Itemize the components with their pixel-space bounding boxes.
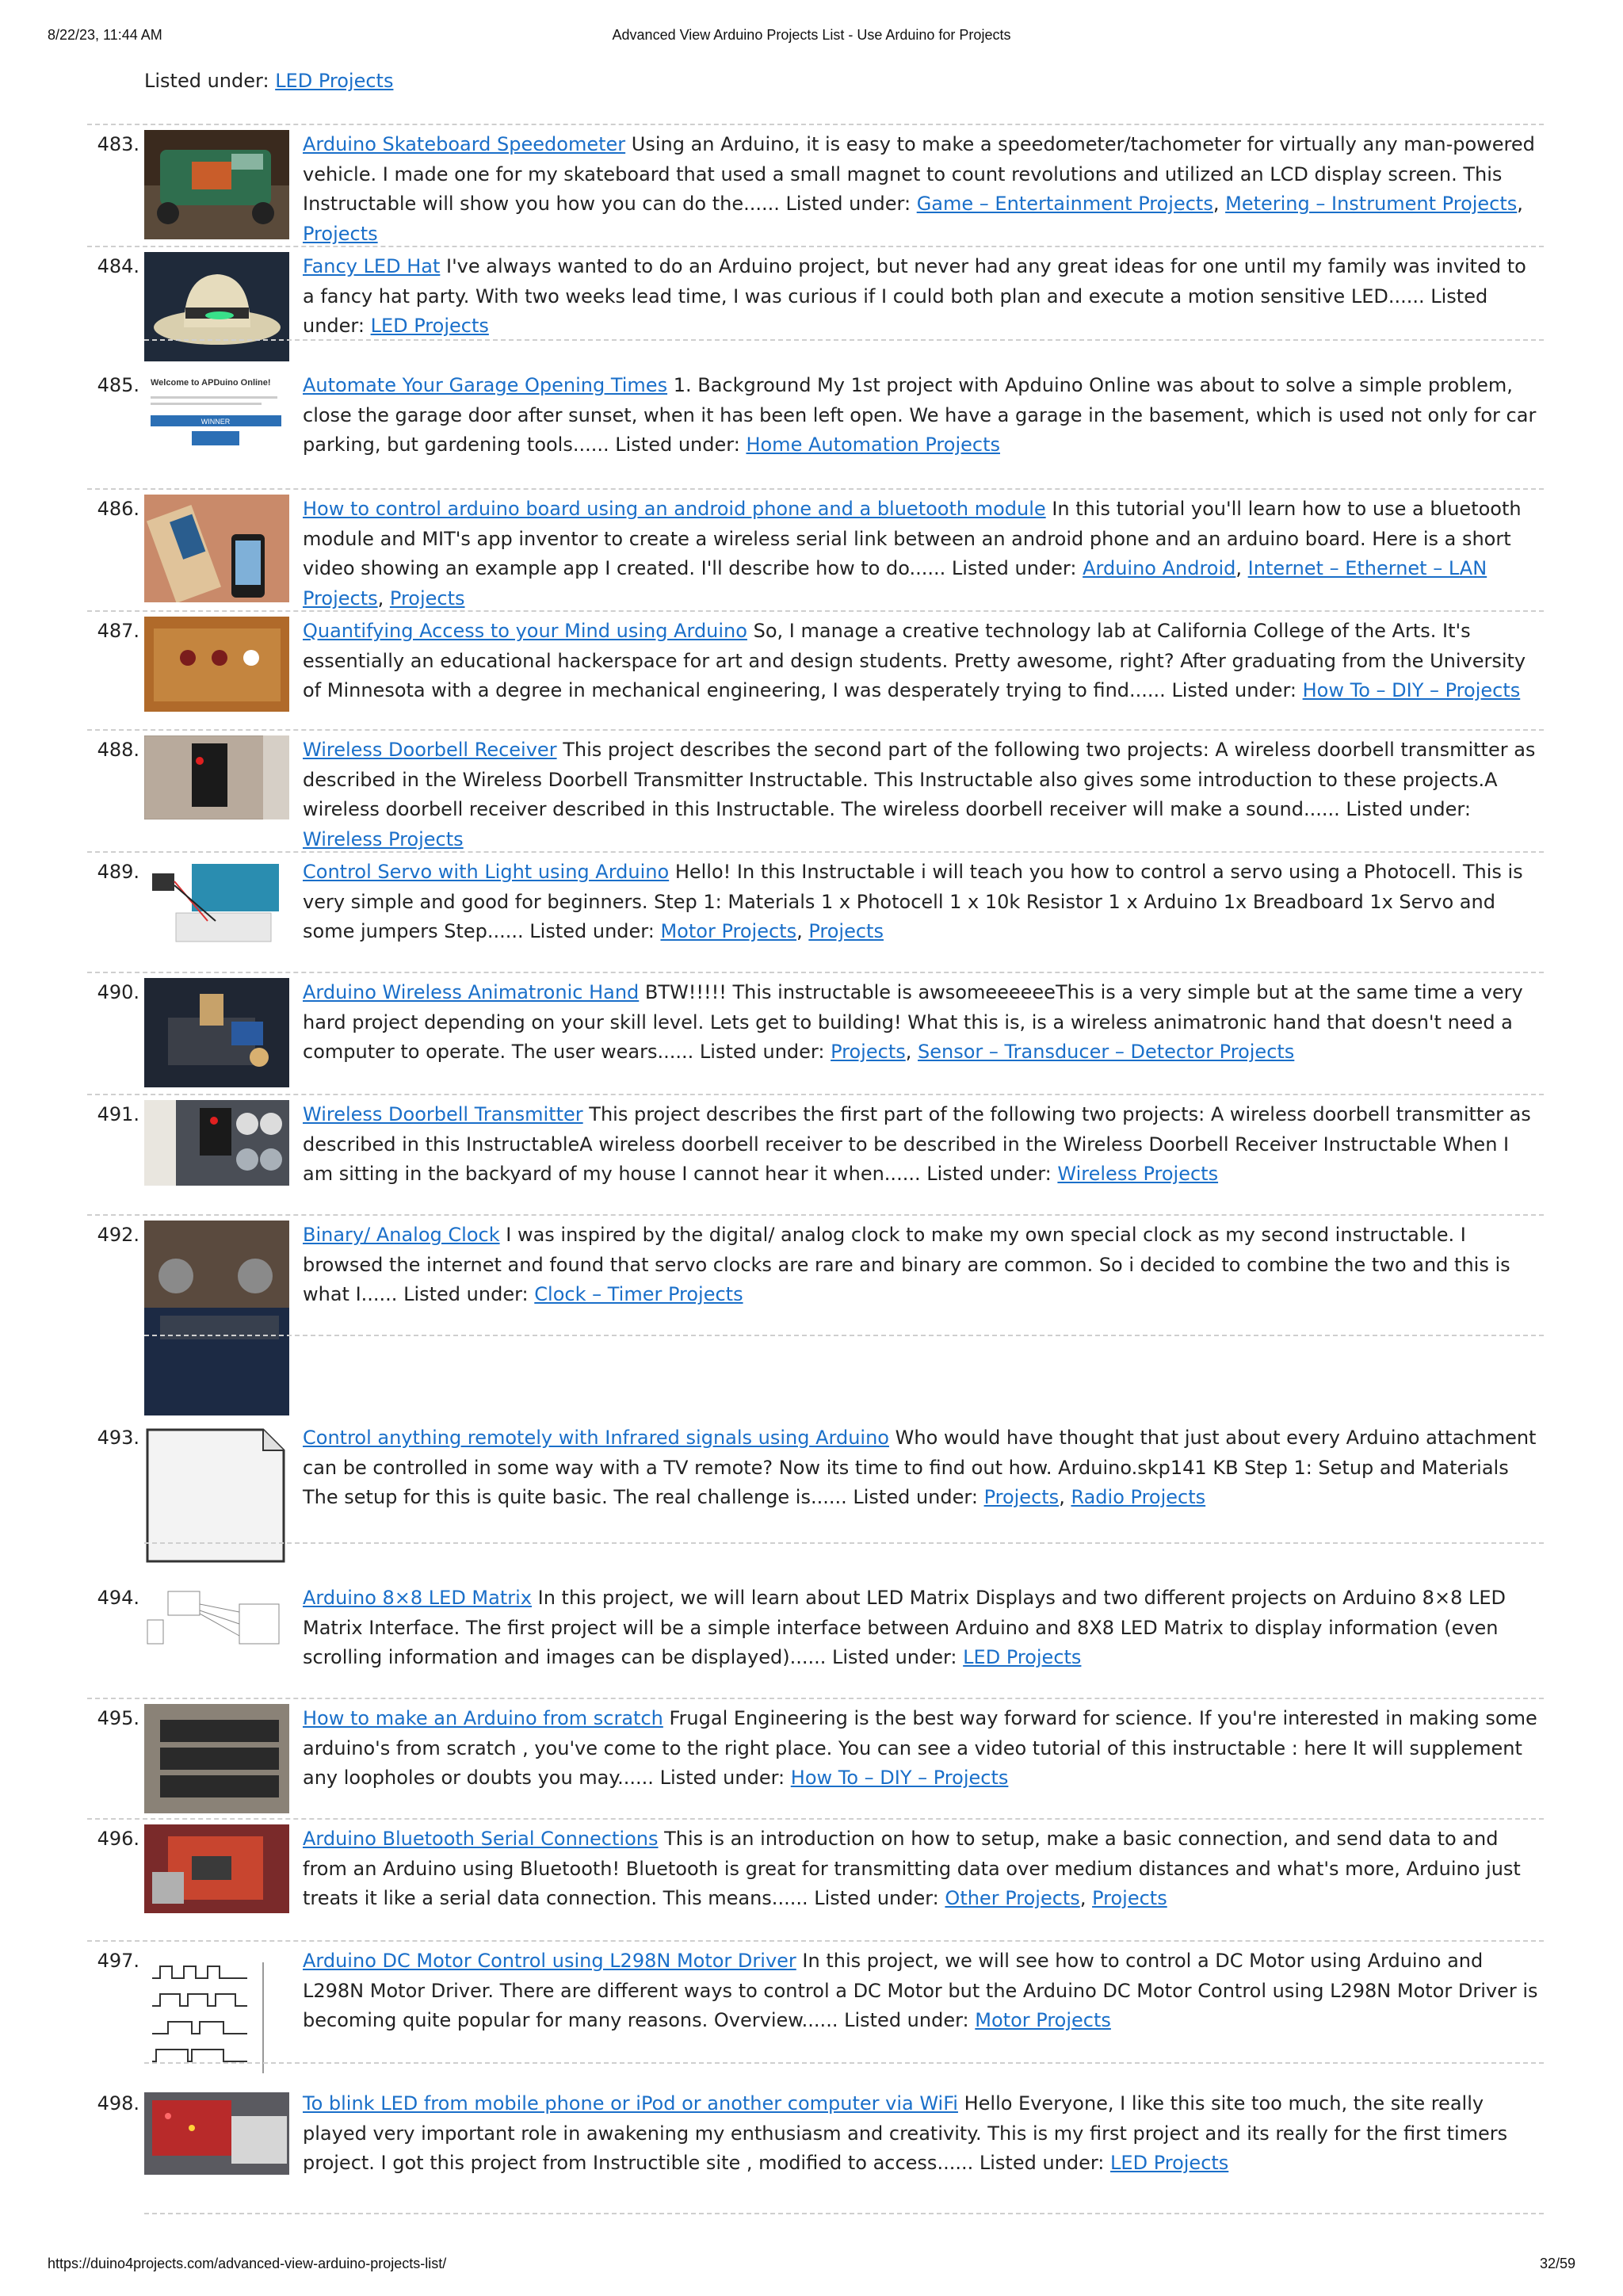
project-number: 487. [97, 620, 139, 642]
divider [144, 1335, 1544, 1336]
listed-under-label: Listed under: [659, 1767, 785, 1789]
project-description [303, 1584, 1544, 1673]
divider [144, 2213, 1544, 2214]
project-description [303, 735, 1544, 854]
project-number: 492. [97, 1224, 139, 1246]
listed-under-label: Listed under: [403, 1283, 529, 1305]
project-number: 498. [97, 2092, 139, 2115]
project-thumbnail[interactable] [144, 1221, 289, 1415]
project-thumbnail[interactable] [144, 858, 289, 945]
listed-under-label: Listed under: [699, 1041, 825, 1063]
project-description: Arduino Wireless Animatronic Hand BTW!!!!! This instructable is awsomeeeeeeThis is a very simple but at the same time a very hard project depending on your skill level. Lets get to building! What this is, is a wireless animatronic hand that doesn't need a computer to operate. The user wears...... Listed under: Projects, Sensor – Transducer – Detector Projects [303, 981, 1523, 1063]
project-title-link[interactable]: To blink LED from mobile phone or iPod or another computer via WiFi [303, 2092, 958, 2115]
listed-under-label: Listed under: [926, 1163, 1052, 1185]
project-text: Hello Everyone, I like this site too much, the site really played very important role in awakening my enthusiasm and creativity. This is my first project and its really for the first timers project. I got this project from Instructible site , modified to access...... [303, 2092, 1508, 2174]
listed-under-label: Listed under: [1346, 798, 1471, 820]
project-item-485 [87, 368, 1544, 487]
project-item-493 [87, 1423, 1544, 1542]
tag-link[interactable]: LED Projects [963, 1646, 1082, 1668]
project-text: This project describes the first part of the following two projects: A wireless doorbell transmitter as described in this InstructableA wireless doorbell receiver to be described in the Wireless Doorbell Receiver Instructable When I am sitting in the backyard of my house I cannot hear it when...... [303, 1103, 1531, 1185]
project-thumbnail[interactable] [144, 1100, 289, 1186]
project-item-494 [87, 1584, 1544, 1702]
project-description [303, 1100, 1544, 1190]
tag-link[interactable]: LED Projects [370, 315, 489, 337]
project-item-489 [87, 851, 1544, 972]
intro-label: Listed under: [144, 70, 269, 92]
project-thumbnail[interactable] [144, 735, 289, 819]
tag-link[interactable]: Metering – Instrument Projects [1225, 193, 1518, 215]
project-item-497 [87, 1940, 1544, 2061]
tag-link[interactable]: Projects [808, 920, 884, 942]
project-text: I've always wanted to do an Arduino project, but never had any great ideas for one until my family was invited to a fancy hat party. With two weeks lead time, I was curious if I could both plan and execute a motion sensitive LED...... [303, 255, 1526, 308]
skateboard-photo-icon [144, 130, 289, 239]
pwm-waveform-diagram-icon [144, 1946, 289, 2081]
project-title-link[interactable]: Control Servo with Light using Arduino [303, 861, 670, 883]
thumb-title: Welcome to APDuino Online! [151, 378, 271, 388]
listed-under-label: Listed under: [1171, 679, 1296, 701]
project-thumbnail[interactable] [144, 1427, 289, 1566]
project-item-484 [87, 246, 1544, 339]
tag-link[interactable]: Arduino Android [1083, 557, 1236, 579]
tag-link[interactable]: Wireless Projects [1057, 1163, 1219, 1185]
project-text: In this project, we will learn about LED Matrix Displays and two different projects on Arduino 8×8 LED Matrix Interface. The first project will be a simple interface between Arduino and 8X8 LED Matrix to display information (even scrolling information and images can be displayed)...... [303, 1587, 1506, 1668]
tag-link[interactable]: Wireless Projects [303, 827, 464, 850]
project-thumbnail[interactable] [144, 2092, 289, 2175]
atmega-chips-photo-icon [144, 1704, 289, 1813]
project-text: BTW!!!!! This instructable is awsomeeeeeeThis is a very simple but at the same time a very hard project depending on your skill level. Lets get to building! What this is, is a wireless animatronic hand that doesn't need a computer to operate. The user wears...... [303, 981, 1523, 1063]
project-item-486 [87, 488, 1544, 609]
project-number: 497. [97, 1950, 139, 1972]
listed-under-label: Listed under: [979, 2152, 1105, 2174]
listed-under-label: Listed under: [831, 1646, 957, 1668]
project-thumbnail[interactable] [144, 252, 289, 361]
project-item-498 [87, 2089, 1544, 2208]
project-title-link[interactable]: Quantifying Access to your Mind using Arduino [303, 620, 747, 642]
tag-link[interactable]: Game – Entertainment Projects [916, 193, 1213, 215]
project-item-483 [87, 124, 1544, 244]
project-number: 483. [97, 133, 139, 155]
project-thumbnail[interactable] [144, 495, 289, 602]
project-item-492 [87, 1214, 1544, 1335]
listed-under-label: Listed under: [529, 920, 655, 942]
wifi-led-photo-icon [144, 2092, 289, 2175]
doorbell-transmitter-photo-icon [144, 1100, 289, 1186]
print-url: https://duino4projects.com/advanced-view-arduino-projects-list/ [48, 2256, 447, 2271]
project-text: In this tutorial you'll learn how to use a bluetooth module and MIT's app inventor to create a wireless serial link between an android phone and an arduino board. Here is a short video showing an example app I created. I'll describe how to do...... [303, 498, 1522, 579]
project-description: Control Servo with Light using Arduino Hello! In this Instructable i will teach you how to control a servo using a Photocell. This is very simple and good for beginners. Step 1: Materials 1 x Photocell 1 x 10k Resistor 1 x Arduino 1x Breadboard 1x Servo and some jumpers Step...... Listed under: Motor Projects, Projects [303, 861, 1523, 942]
project-title-link[interactable]: Arduino Wireless Animatronic Hand [303, 981, 640, 1003]
print-datetime: 8/22/23, 11:44 AM [48, 27, 162, 43]
project-thumbnail[interactable] [144, 617, 289, 712]
tag-link[interactable]: Other Projects [945, 1887, 1080, 1909]
project-title-link[interactable]: Arduino Skateboard Speedometer [303, 133, 626, 155]
wooden-box-photo-icon [144, 617, 289, 712]
project-item-488 [87, 729, 1544, 850]
intro-tag-link[interactable]: LED Projects [275, 70, 394, 92]
project-number: 490. [97, 981, 139, 1003]
project-title-link[interactable]: How to control arduino board using an android phone and a bluetooth module [303, 498, 1046, 520]
divider [144, 1542, 1544, 1544]
project-text: Hello! In this Instructable i will teach you how to control a servo using a Photocell. This is very simple and good for beginners. Step 1: Materials 1 x Photocell 1 x 10k Resistor 1 x Arduino 1x Breadboard 1x Servo and some jumpers Step...... [303, 861, 1523, 942]
project-number: 491. [97, 1103, 139, 1125]
project-thumbnail[interactable] [144, 978, 289, 1087]
project-title-link[interactable]: Wireless Doorbell Receiver [303, 739, 557, 761]
print-page-number: 32/59 [1539, 2256, 1575, 2271]
project-title-link[interactable]: Binary/ Analog Clock [303, 1224, 500, 1246]
tag-link[interactable]: LED Projects [1110, 2152, 1229, 2174]
bluetooth-shield-photo-icon [144, 1824, 289, 1913]
project-text: I was inspired by the digital/ analog clock to make my own special clock as my second instructable. I browsed the internet and found that servo clocks are rare and binary are common. So i decided to combine the two and this is what I...... [303, 1224, 1510, 1305]
listed-under-label: Listed under: [853, 1486, 978, 1508]
file-placeholder-icon [144, 1427, 289, 1566]
project-number: 489. [97, 861, 139, 883]
project-description: Control anything remotely with Infrared signals using Arduino Who would have thought that just about every Arduino attachment can be controlled in some way with a TV remote? Now its time to find out how. Arduino.skp141 KB Step 1: Setup and Materials The setup for this is quite basic. The real challenge is...... Listed under: Projects, Radio Projects [303, 1427, 1537, 1508]
tag-link[interactable]: Projects [983, 1486, 1060, 1508]
project-item-495 [87, 1698, 1544, 1818]
project-number: 485. [97, 374, 139, 396]
project-number: 493. [97, 1427, 139, 1449]
project-title-link[interactable]: Arduino 8×8 LED Matrix [303, 1587, 532, 1609]
project-item-496 [87, 1818, 1544, 1939]
hat-photo-icon [144, 252, 289, 361]
print-title: Advanced View Arduino Projects List - Use Arduino for Projects [612, 27, 1011, 43]
tag-link[interactable]: How To – DIY – Projects [790, 1767, 1009, 1789]
divider [144, 2062, 1544, 2064]
project-text: Using an Arduino, it is easy to make a speedometer/tachometer for virtually any man-powered vehicle. I made one for my skateboard that used a small magnet to count revolutions and utilized an LCD display screen. This Instructable will show you how you can do the...... [303, 133, 1535, 215]
project-text: This project describes the second part of the following two projects: A wireless doorbell transmitter as described in the Wireless Doorbell Transmitter Instructable. This Instructable also gives some introduction to these projects.A wireless doorbell receiver described in this Instructable. The wireless doorbell receiver will make a sound...... [303, 739, 1536, 820]
project-description [303, 252, 1544, 342]
project-title-link[interactable]: Automate Your Garage Opening Times [303, 374, 668, 396]
project-title-link[interactable]: Arduino DC Motor Control using L298N Motor Driver [303, 1950, 796, 1972]
tag-link[interactable]: Projects [303, 222, 378, 245]
servo-breadboard-diagram-icon [144, 858, 289, 945]
tag-link[interactable]: Motor Projects [660, 920, 797, 942]
project-description [303, 371, 1544, 460]
project-thumbnail[interactable] [144, 372, 289, 460]
thumb-button-text: WINNER [200, 418, 231, 426]
animatronic-hand-photo-icon [144, 978, 289, 1087]
project-number: 495. [97, 1707, 139, 1729]
project-title-link[interactable]: Arduino Bluetooth Serial Connections [303, 1828, 659, 1850]
project-description: Arduino Bluetooth Serial Connections This is an introduction on how to setup, make a basic connection, and send data to and from an Arduino using Bluetooth! Bluetooth is great for transmitting data over medium distances and what's more, Arduino just treats it like a serial data connection. This means...... Listed under: Other Projects, Projects [303, 1828, 1521, 1909]
project-item-490 [87, 972, 1544, 1091]
project-title-link[interactable]: How to make an Arduino from scratch [303, 1707, 663, 1729]
listed-under-label: Listed under: [814, 1887, 939, 1909]
project-item-491 [87, 1094, 1544, 1213]
project-title-link[interactable]: Fancy LED Hat [303, 255, 441, 277]
project-title-link[interactable]: Wireless Doorbell Transmitter [303, 1103, 583, 1125]
tag-link[interactable]: Home Automation Projects [746, 434, 1000, 456]
project-thumbnail[interactable] [144, 1824, 289, 1913]
tag-link[interactable]: How To – DIY – Projects [1302, 679, 1521, 701]
intro-listed-under [144, 68, 393, 94]
project-description [303, 2089, 1544, 2179]
tag-link[interactable]: Internet – Ethernet – LAN Projects [303, 557, 1487, 609]
project-text: Who would have thought that just about every Arduino attachment can be controlled in some way with a TV remote? Now its time to find out how. Arduino.skp141 KB Step 1: Setup and Materials The setup for this is quite basic. The real challenge is...... [303, 1427, 1537, 1508]
tag-link[interactable]: Motor Projects [975, 2009, 1111, 2031]
listed-under-label: Listed under: [844, 2009, 969, 2031]
doorbell-receiver-photo-icon [144, 735, 289, 819]
project-text: Frugal Engineering is the best way forward for science. If you're interested in making some arduino's from scratch , you've come to the right place. You can see a video tutorial of this instructable : here It will supplement any loopholes or doubts you may...... [303, 1707, 1537, 1789]
tag-link[interactable]: Projects [831, 1041, 906, 1063]
project-text: This is an introduction on how to setup, make a basic connection, and send data to and from an Arduino using Bluetooth! Bluetooth is great for transmitting data over medium distances and what's more, Arduino just treats it like a serial data connection. This means...... [303, 1828, 1521, 1909]
led-matrix-schematic-icon [144, 1588, 289, 1652]
project-number: 486. [97, 498, 139, 520]
project-number: 484. [97, 255, 139, 277]
project-number: 494. [97, 1587, 139, 1609]
tag-link[interactable]: Projects [1092, 1887, 1167, 1909]
tag-link[interactable]: Sensor – Transducer – Detector Projects [918, 1041, 1295, 1063]
tag-link[interactable]: Clock – Timer Projects [534, 1283, 743, 1305]
project-item-487 [87, 610, 1544, 729]
project-text: In this project, we will see how to control a DC Motor using Arduino and L298N Motor Driver. There are different ways to control a DC Motor but the Arduino DC Motor Control using L298N Motor Driver is becoming quite popular for many reasons. Overview...... [303, 1950, 1538, 2031]
listed-under-label: Listed under: [303, 285, 1488, 337]
project-title-link[interactable]: Control anything remotely with Infrared signals using Arduino [303, 1427, 889, 1449]
divider [144, 339, 1544, 341]
tag-link[interactable]: Projects [389, 586, 465, 609]
project-number: 496. [97, 1828, 139, 1850]
project-description: Arduino Skateboard Speedometer Using an Arduino, it is easy to make a speedometer/tachometer for virtually any man-powered vehicle. I made one for my skateboard that used a small magnet to count revolutions and utilized an LCD display screen. This Instructable will show you how you can do the...... Listed under: Game – Entertainment Projects, Metering – Instrument Projects, Projects [303, 133, 1535, 245]
listed-under-label: Listed under: [785, 193, 911, 215]
project-number: 488. [97, 739, 139, 761]
project-description [303, 617, 1544, 706]
android-arduino-photo-icon [144, 495, 289, 602]
project-description [303, 1946, 1544, 2036]
project-thumbnail[interactable] [144, 130, 289, 239]
tag-link[interactable]: Radio Projects [1071, 1486, 1206, 1508]
listed-under-label: Listed under: [951, 557, 1077, 579]
project-description [303, 1704, 1544, 1794]
project-thumbnail[interactable] [144, 1704, 289, 1813]
listed-under-label: Listed under: [615, 434, 740, 456]
project-text: 1. Background My 1st project with Apduino Online was about to solve a simple problem, close the garage door after sunset, when it has been left open. We have a garage in the basement, which is used not only for car parking, but gardening tools...... [303, 374, 1537, 456]
project-thumbnail[interactable] [144, 1946, 289, 2081]
project-description: How to control arduino board using an android phone and a bluetooth module In this tutorial you'll learn how to use a bluetooth module and MIT's app inventor to create a wireless serial link between an android phone and an arduino board. Here is a short video showing an example app I created. I'll describe how to do...... Listed under: Arduino Android, Internet – Ethernet – LAN Projects, Projects [303, 498, 1522, 609]
apduino-screenshot-icon [144, 372, 289, 460]
project-description [303, 1221, 1544, 1310]
project-thumbnail[interactable] [144, 1588, 289, 1652]
binary-clock-photo-icon [144, 1221, 289, 1415]
project-text: So, I manage a creative technology lab at California College of the Arts. It's essentially an educational hackerspace for art and design students. Pretty awesome, right? After graduating from the University of Minnesota with a degree in mechanical engineering, I was desperately trying to find...... [303, 620, 1526, 701]
